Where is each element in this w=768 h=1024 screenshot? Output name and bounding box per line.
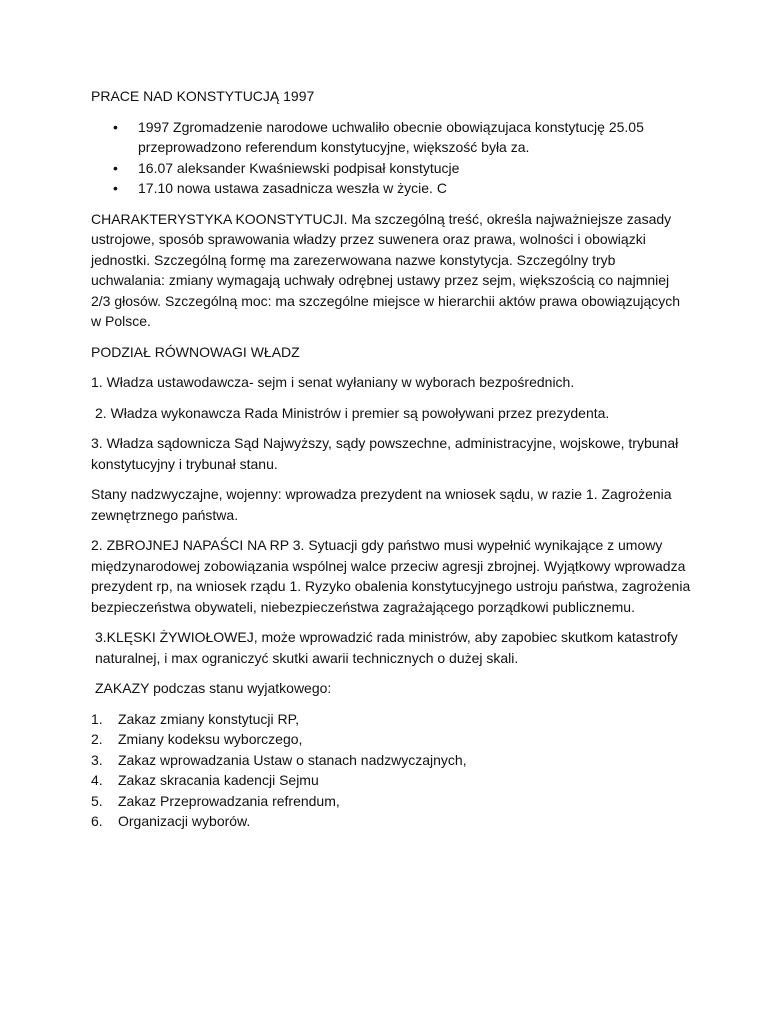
list-item bbox=[91, 178, 691, 199]
list-item-text: Zakaz wprowadzania Ustaw o stanach nadzwyczajnych, bbox=[118, 751, 467, 768]
bullet-list bbox=[91, 117, 691, 199]
list-item bbox=[91, 750, 691, 771]
list-number: 3. bbox=[91, 751, 103, 768]
paragraph-wladza-ustawodawcza: 1. Władza ustawodawcza- sejm i senat wyłaniany w wyborach bezpośrednich. bbox=[91, 374, 575, 390]
list-item-text: 1997 Zgromadzenie narodowe uchwaliło obecnie obowiązujaca konstytucję 25.05 przeprowadzono referendum konstytucyjne, większość była za. bbox=[138, 118, 644, 155]
heading-podzial: PODZIAŁ RÓWNOWAGI WŁADZ bbox=[91, 343, 300, 360]
zakazy-list bbox=[91, 709, 691, 832]
document-title: PRACE NAD KONSTYTUCJĄ 1997 bbox=[91, 88, 315, 104]
list-item bbox=[91, 117, 691, 158]
list-item bbox=[91, 770, 691, 791]
list-number: 6. bbox=[91, 813, 103, 829]
list-item bbox=[91, 709, 691, 730]
list-number: 1. bbox=[91, 710, 103, 727]
list-item-text: 17.10 nowa ustawa zasadnicza weszła w życie. C bbox=[138, 180, 447, 196]
list-item-text: Zakaz skracania kadencji Sejmu bbox=[118, 772, 319, 788]
list-item-text: Zakaz zmiany konstytucji RP, bbox=[118, 710, 300, 727]
bullet-icon: • bbox=[113, 180, 118, 196]
bullet-icon: • bbox=[113, 118, 118, 135]
list-item bbox=[91, 811, 691, 832]
paragraph-kleski-zywiolowej: 3.KLĘSKI ŻYWIOŁOWEJ, może wprowadzić rada ministrów, aby zapobiec skutkom katastrofy naturalnej, i max ograniczyć skutki awarii technicznych o dużej skali. bbox=[95, 629, 678, 666]
list-number: 4. bbox=[91, 772, 103, 788]
list-number: 2. bbox=[91, 731, 103, 747]
paragraph-wladza-wykonawcza: 2. Władza wykonawcza Rada Ministrów i premier są powoływani przez prezydenta. bbox=[95, 404, 610, 421]
bullet-icon: • bbox=[113, 159, 118, 176]
paragraph-wladza-sadownicza: 3. Władza sądownicza Sąd Najwyższy, sądy powszechne, administracyjne, wojskowe, trybunał konstytucyjny i trybunał stanu. bbox=[91, 435, 679, 472]
list-item-text: Zakaz Przeprowadzania refrendum, bbox=[118, 792, 340, 809]
list-item bbox=[91, 791, 691, 812]
paragraph-zbrojnej-napasci: 2. ZBROJNEJ NAPAŚCI NA RP 3. Sytuacji gdy państwo musi wypełnić wynikające z umowy międzynarodowej zobowiązania wspólnej walce przeciw agresji zbrojnej. Wyjątkowy wprowadza prezydent rp, na wniosek rządu 1. Ryzyko obalenia konstytucyjnego ustroju państwa, zagrożenia bezpieczeństwa obywateli, niebezpieczeństwa zagrażającego porządkowi publicznemu. bbox=[91, 537, 691, 615]
list-item-text: 16.07 aleksander Kwaśniewski podpisał konstytucje bbox=[138, 159, 460, 176]
list-item-text: Organizacji wyborów. bbox=[118, 813, 251, 829]
document-page bbox=[91, 86, 691, 832]
paragraph-charakterystyka: CHARAKTERYSTYKA KOONSTYTUCJI. Ma szczególną treść, określa najważniejsze zasady ustrojowe, sposób sprawowania władzy przez suwenera oraz prawa, wolności i obowiązki jednostki. Szczególną formę ma zarezerwowana nazwe konstytycja. Szczególny tryb uchwalania: zmiany wymagają uchwały odrębnej ustawy przez sejm, większością co najmniej 2/3 głosów. Szczególną moc: ma szczególne miejsce w hierarchii aktów prawa obowiązujących w Polsce. bbox=[91, 210, 681, 329]
list-item bbox=[91, 729, 691, 750]
list-number: 5. bbox=[91, 792, 103, 809]
paragraph-stany-nadzwyczajne: Stany nadzwyczajne, wojenny: wprowadza prezydent na wniosek sądu, w razie 1. Zagrożenia zewnętrznego państwa. bbox=[91, 486, 672, 523]
paragraph-zakazy: ZAKAZY podczas stanu wyjatkowego: bbox=[95, 680, 332, 696]
list-item-text: Zmiany kodeksu wyborczego, bbox=[118, 731, 303, 747]
list-item bbox=[91, 158, 691, 179]
